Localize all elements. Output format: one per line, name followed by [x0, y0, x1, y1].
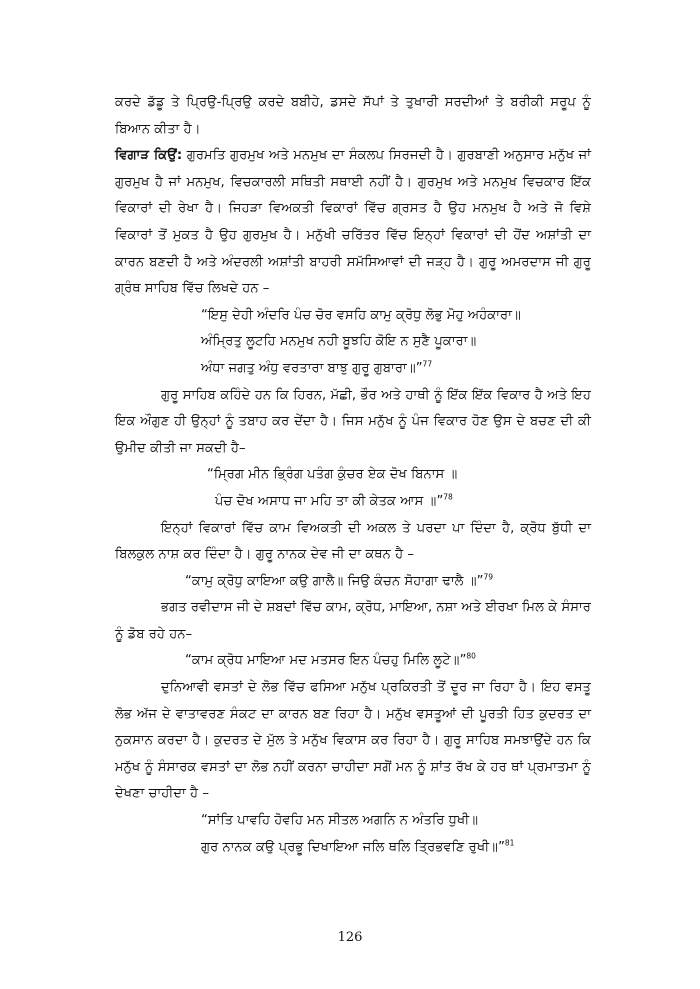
quote-4-line-1 [115, 648, 591, 675]
footnote-ref-79: 79 [483, 572, 494, 582]
paragraph-5: ਭਗਤ ਰਵੀਦਾਸ ਜੀ ਦੇ ਸ਼ਬਦਾਂ ਵਿੱਚ ਕਾਮ, ਕ੍ਰੋਧ, ਮਾਇਆ, ਨਸ਼ਾ ਅਤੇ ਈਰਖਾ ਮਿਲ ਕੇ ਸੰਸਾਰ ਨੂੰ ਡੋਬ ਰਹੇ ਹਨ– [115, 600, 591, 642]
body-text [115, 90, 591, 861]
paragraph-4: ਇਨ੍ਹਾਂ ਵਿਕਾਰਾਂ ਵਿੱਚ ਕਾਮ ਵਿਅਕਤੀ ਦੀ ਅਕਲ ਤੇ ਪਰਦਾ ਪਾ ਦਿੰਦਾ ਹੈ, ਕ੍ਰੋਧ ਬੁੱਧੀ ਦਾ ਬਿਲਕੁਲ ਨਾਸ਼ ਕਰ ਦਿੰਦਾ ਹੈ। ਗੁਰੂ ਨਾਨਕ ਦੇਵ ਜੀ ਦਾ ਕਥਨ ਹੈ – [115, 520, 591, 563]
quote-4-line-1-text: “ਕਾਮ ਕ੍ਰੋਧ ਮਾਇਆ ਮਦ ਮਤਸਰ ਇਨ ਪੰਚਹੁ ਮਿਲਿ ਲੂਟੇ॥” [185, 653, 467, 669]
quote-1-line-1: “ਇਸੁ ਦੇਹੀ ਅੰਦਰਿ ਪੰਚ ਚੋਰ ਵਸਹਿ ਕਾਮੁ ਕ੍ਰੋਧੁ ਲੋਭੁ ਮੋਹੁ ਅਹੰਕਾਰਾ॥ [201, 307, 521, 323]
quote-4 [115, 648, 591, 675]
quote-1-line-3-text: ਅੰਧਾ ਜਗਤੁ ਅੰਧੁ ਵਰਤਾਰਾ ਬਾਝੁ ਗੁਰੂ ਗੁਬਾਰਾ॥” [201, 360, 423, 376]
quote-5 [115, 808, 591, 861]
quote-5-line-1: “ਸਾਂਤਿ ਪਾਵਹਿ ਹੋਵਹਿ ਮਨ ਸੀਤਲ ਅਗਨਿ ਨ ਅੰਤਰਿ ਧੁਖੀ॥ [201, 813, 479, 829]
paragraph-2-text: ਗੁਰਮਤਿ ਗੁਰਮੁਖ ਅਤੇ ਮਨਮੁਖ ਦਾ ਸੰਕਲਪ ਸਿਰਜਦੀ ਹੈ। ਗੁਰਬਾਣੀ ਅਨੁਸਾਰ ਮਨੁੱਖ ਜਾਂ ਗੁਰਮੁਖ ਹੈ ਜਾਂ ਮਨਮੁਖ, ਵਿਚਕਾਰਲੀ ਸਥਿਤੀ ਸਥਾਈ ਨਹੀਂ ਹੈ। ਗੁਰਮੁਖ ਅਤੇ ਮਨਮੁਖ ਵਿਚਕਾਰ ਇੱਕ ਵਿਕਾਰਾਂ ਦੀ ਰੇਖਾ ਹੈ। ਜਿਹੜਾ ਵਿਅਕਤੀ ਵਿਕਾਰਾਂ ਵਿੱਚ ਗ੍ਰਸਤ ਹੈ ਉਹ ਮਨਮੁਖ ਹੈ ਅਤੇ ਜੋ ਵਿਸ਼ੇ ਵਿਕਾਰਾਂ ਤੋਂ ਮੁਕਤ ਹੈ ਉਹ ਗੁਰਮੁਖ ਹੈ। ਮਨੁੱਖੀ ਚਰਿੱਤਰ ਵਿੱਚ ਇਨ੍ਹਾਂ ਵਿਕਾਰਾਂ ਦੀ ਹੋਂਦ ਅਸ਼ਾਂਤੀ ਦਾ ਕਾਰਨ ਬਣਦੀ ਹੈ ਅਤੇ ਅੰਦਰਲੀ ਅਸ਼ਾਂਤੀ ਬਾਹਰੀ ਸਮੱਸਿਆਵਾਂ ਦੀ ਜੜ੍ਹ ਹੈ। ਗੁਰੂ ਅਮਰਦਾਸ ਜੀ ਗੁਰੂ ਗ੍ਰੰਥ ਸਾਹਿਬ ਵਿੱਚ ਲਿਖਦੇ ਹਨ – [115, 148, 592, 297]
section-heading: ਵਿਗਾੜ ਕਿਉਂ: [115, 148, 183, 164]
quote-1-line-2: ਅੰਮ੍ਰਿਤੁ ਲੂਟਹਿ ਮਨਮੁਖ ਨਹੀ ਬੂਝਹਿ ਕੋਇ ਨ ਸੁਣੈ ਪੂਕਾਰਾ॥ [201, 334, 477, 350]
quote-5-line-2 [115, 835, 591, 862]
quote-1 [115, 303, 591, 383]
paragraph-1: ਕਰਦੇ ਡੱਡੂ ਤੇ ਪ੍ਰਿਉ-ਪ੍ਰਿਉ ਕਰਦੇ ਬਬੀਹੇ, ਡਸਦੇ ਸੱਪਾਂ ਤੇ ਤੁਖਾਰੀ ਸਰਦੀਆਂ ਤੇ ਬਰੀਕੀ ਸਰੂਪ ਨੂੰ ਬਿਆਨ ਕੀਤਾ ਹੈ। [115, 95, 591, 137]
paragraph-3: ਗੁਰੂ ਸਾਹਿਬ ਕਹਿੰਦੇ ਹਨ ਕਿ ਹਿਰਨ, ਮੱਛੀ, ਭੌਰ ਅਤੇ ਹਾਥੀ ਨੂੰ ਇੱਕ ਇੱਕ ਵਿਕਾਰ ਹੈ ਅਤੇ ਇਹ ਇਕ ਔਗੁਣ ਹੀ ਉਨ੍ਹਾਂ ਨੂੰ ਤਬਾਹ ਕਰ ਦੇਂਦਾ ਹੈ। ਜਿਸ ਮਨੁੱਖ ਨੂੰ ਪੰਜ ਵਿਕਾਰ ਹੋਣ ਉਸ ਦੇ ਬਚਣ ਦੀ ਕੀ ਉਮੀਦ ਕੀਤੀ ਜਾ ਸਕਦੀ ਹੈ– [115, 387, 591, 456]
footnote-ref-78: 78 [443, 492, 453, 502]
paragraph-6: ਦੁਨਿਆਵੀ ਵਸਤਾਂ ਦੇ ਲੋਭ ਵਿੱਚ ਫਸਿਆ ਮਨੁੱਖ ਪ੍ਰਕਿਰਤੀ ਤੋਂ ਦੂਰ ਜਾ ਰਿਹਾ ਹੈ। ਇਹ ਵਸਤੂ ਲੋਭ ਅੱਜ ਦੇ ਵਾਤਾਵਰਣ ਸੰਕਟ ਦਾ ਕਾਰਨ ਬਣ ਰਿਹਾ ਹੈ। ਮਨੁੱਖ ਵਸਤੂਆਂ ਦੀ ਪੂਰਤੀ ਹਿਤ ਕੁਦਰਤ ਦਾ ਨੁਕਸਾਨ ਕਰਦਾ ਹੈ। ਕੁਦਰਤ ਦੇ ਮੁੱਲ ਤੇ ਮਨੁੱਖ ਵਿਕਾਸ ਕਰ ਰਿਹਾ ਹੈ। ਗੁਰੂ ਸਾਹਿਬ ਸਮਝਾਉਂਦੇ ਹਨ ਕਿ ਮਨੁੱਖ ਨੂੰ ਸੰਸਾਰਕ ਵਸਤਾਂ ਦਾ ਲੋਭ ਨਹੀਂ ਕਰਨਾ ਚਾਹੀਦਾ ਸਗੋਂ ਮਨ ਨੂੰ ਸ਼ਾਂਤ ਰੱਖ ਕੇ ਹਰ ਥਾਂ ਪ੍ਰਮਾਤਮਾ ਨੂੰ ਦੇਖਣਾ ਚਾਹੀਦਾ ਹੈ – [115, 680, 591, 802]
quote-2 [115, 462, 591, 515]
quote-5-line-2-text: ਗੁਰ ਨਾਨਕ ਕਉ ਪ੍ਰਭੂ ਦਿਖਾਇਆ ਜਲਿ ਥਲਿ ਤ੍ਰਿਭਵਣਿ ਰੁਖੀ॥” [201, 839, 505, 855]
quote-3 [115, 569, 591, 596]
quote-3-line-1-text: “ਕਾਮੁ ਕ੍ਰੋਧੁ ਕਾਇਆ ਕਉ ਗਾਲੈ॥ ਜਿਉ ਕੰਚਨ ਸੋਹਾਗਾ ਢਾਲੈ ॥” [185, 573, 484, 589]
paragraph-2 [115, 143, 591, 303]
footnote-ref-81: 81 [504, 838, 515, 848]
footnote-ref-77: 77 [422, 359, 433, 369]
quote-2-line-2 [115, 489, 591, 516]
footnote-ref-80: 80 [466, 652, 476, 662]
quote-2-line-1: “ਮ੍ਰਿਗ ਮੀਨ ਭ੍ਰਿੰਗ ਪਤੰਗ ਕੁੰਚਰ ਏਕ ਦੋਖ ਬਿਨਾਸ ॥ [207, 467, 458, 483]
page-number: 126 [337, 930, 363, 945]
quote-1-line-3 [115, 356, 591, 383]
quote-3-line-1 [115, 569, 591, 596]
quote-2-line-2-text: ਪੰਚ ਦੋਖ ਅਸਾਧ ਜਾ ਮਹਿ ਤਾ ਕੀ ਕੇਤਕ ਆਸ ॥” [215, 493, 444, 509]
